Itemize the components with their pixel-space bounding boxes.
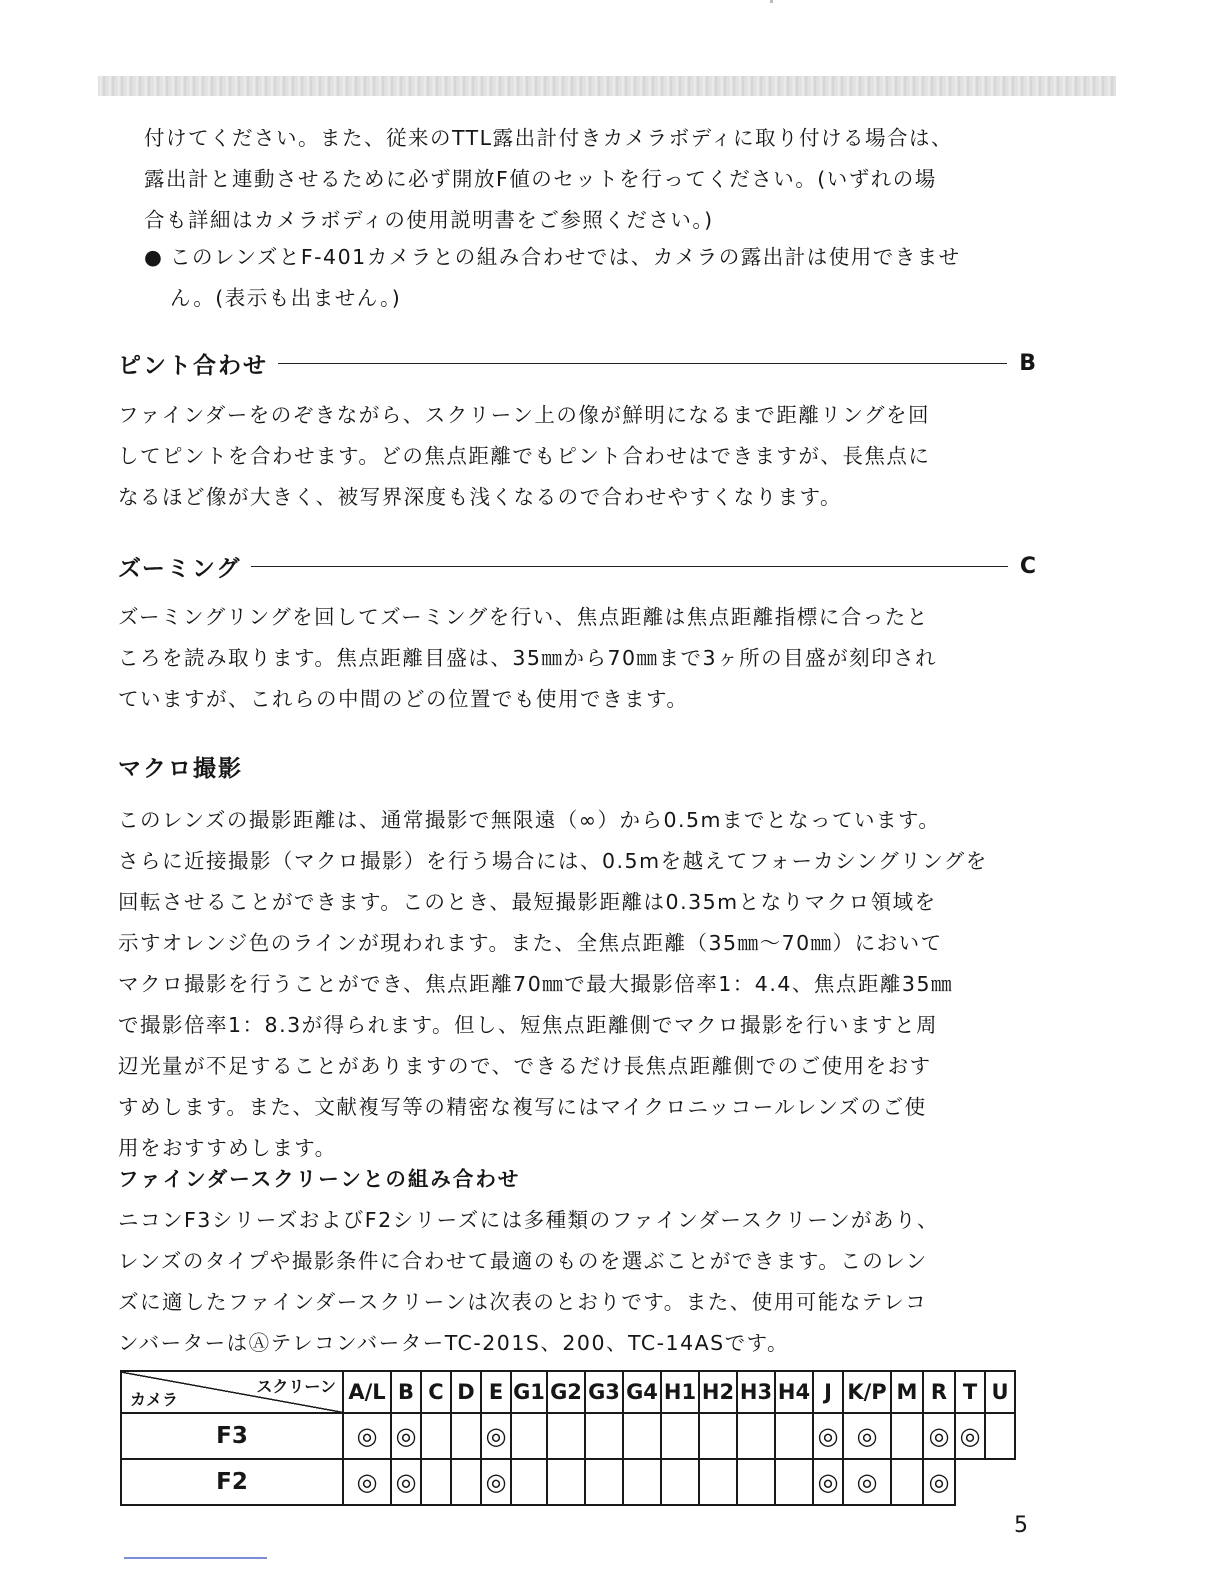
bullet-icon: ● [144,245,164,269]
macro-line: 辺光量が不足することがありますので、できるだけ長焦点距離側でのご使用をおす [118,1054,932,1078]
table-cell [923,1459,955,1505]
macro-paragraph [118,800,988,1169]
focus-heading: ピント合わせ [118,352,268,379]
corner-camera-label: カメラ [130,1390,179,1409]
zoom-heading-row [118,551,1036,581]
bullet-note-continuation: ん。(表示も出ません。) [170,286,402,310]
finder-paragraph [118,1200,939,1364]
compatible-mark-icon: ◎ [485,1468,507,1496]
corner-screen-label: スクリーン [256,1377,336,1396]
column-header-a-l: A/L [343,1371,391,1413]
table-cell [623,1413,661,1459]
table-cell [775,1413,813,1459]
table-cell [661,1459,699,1505]
table-cell [585,1413,623,1459]
table-cell [843,1459,891,1505]
macro-line: 用をおすすめします。 [118,1136,337,1160]
intro-line: 露出計と連動させるために必ず開放F値のセットを行ってください。(いずれの場 [144,167,937,191]
compatible-mark-icon: ◎ [356,1468,378,1496]
bullet-note [144,237,961,278]
table-cell [547,1459,585,1505]
bottom-mark [124,1557,267,1559]
table-cell [343,1413,391,1459]
camera-label: F3 [121,1413,343,1459]
table-cell [481,1459,511,1505]
column-header-u: U [985,1371,1015,1413]
column-header-r: R [923,1371,955,1413]
bullet-text: このレンズとF-401カメラとの組み合わせでは、カメラの露出計は使用できませ [170,245,961,269]
camera-label: F2 [121,1459,343,1505]
intro-line: 合も詳細はカメラボディの使用説明書をご参照ください。) [144,208,714,232]
focus-diagram-letter: B [1019,350,1036,376]
table-cell [699,1459,737,1505]
column-header-k-p: K/P [843,1371,891,1413]
zoom-paragraph [118,597,937,720]
finder-line: ンバーターはⒶテレコンバーターTC-201S、200、TC-14ASです。 [118,1331,790,1355]
column-header-j: J [813,1371,843,1413]
table-row [121,1413,1015,1459]
column-header-h3: H3 [737,1371,775,1413]
focus-line: してピントを合わせます。どの焦点距離でもピント合わせはできますが、長焦点に [118,444,931,468]
table-cell [451,1413,481,1459]
table-cell [511,1459,547,1505]
compatible-mark-icon: ◎ [928,1422,950,1450]
compatible-mark-icon: ◎ [395,1468,417,1496]
table-cell [737,1413,775,1459]
focus-heading-row [118,348,1036,378]
table-cell [699,1413,737,1459]
column-header-g1: G1 [511,1371,547,1413]
table-blank [985,1459,1015,1505]
column-header-h4: H4 [775,1371,813,1413]
heading-rule [278,363,1007,364]
table-row [121,1459,1015,1505]
macro-line: マクロ撮影を行うことができ、焦点距離70㎜で最大撮影倍率1：4.4、焦点距離35㎜ [118,972,953,996]
focus-line: ファインダーをのぞきながら、スクリーン上の像が鮮明になるまで距離リングを回 [118,403,930,427]
table-cell [843,1413,891,1459]
table-cell [481,1413,511,1459]
header-band [98,76,1116,96]
column-header-g3: G3 [585,1371,623,1413]
finder-line: ニコンF3シリーズおよびF2シリーズには多種類のファインダースクリーンがあり、 [118,1208,939,1232]
table-cell [451,1459,481,1505]
table-cell [813,1413,843,1459]
table-cell [421,1459,451,1505]
table-cell [511,1413,547,1459]
intro-paragraph [144,118,953,241]
macro-line: で撮影倍率1：8.3が得られます。但し、短焦点距離側でマクロ撮影を行いますと周 [118,1013,939,1037]
table-cell [923,1413,955,1459]
column-header-e: E [481,1371,511,1413]
table-cell [421,1413,451,1459]
compatible-mark-icon: ◎ [817,1422,839,1450]
macro-line: このレンズの撮影距離は、通常撮影で無限遠（∞）から0.5mまでとなっています。 [118,808,941,832]
macro-line: すめします。また、文献複写等の精密な複写にはマイクロニッコールレンズのご使 [118,1095,927,1119]
heading-rule [251,566,1007,567]
table-cell [737,1459,775,1505]
column-header-g2: G2 [547,1371,585,1413]
macro-heading: マクロ撮影 [118,756,243,782]
intro-line: 付けてください。また、従来のTTL露出計付きカメラボディに取り付ける場合は、 [144,126,953,150]
column-header-b: B [391,1371,421,1413]
table-corner-cell [121,1371,343,1413]
table-cell [585,1459,623,1505]
compatible-mark-icon: ◎ [928,1468,950,1496]
column-header-g4: G4 [623,1371,661,1413]
compatible-mark-icon: ◎ [817,1468,839,1496]
table-cell [955,1413,985,1459]
table-blank [955,1459,985,1505]
table-cell [391,1413,421,1459]
table-header-row [121,1371,1015,1413]
compatible-mark-icon: ◎ [856,1422,878,1450]
macro-line: さらに近接撮影（マクロ撮影）を行う場合には、0.5mを越えてフォーカシングリングを [118,849,988,873]
focus-line: なるほど像が大きく、被写界深度も浅くなるので合わせやすくなります。 [118,485,842,509]
compatible-mark-icon: ◎ [395,1422,417,1450]
table-cell [623,1459,661,1505]
zoom-line: ていますが、これらの中間のどの位置でも使用できます。 [118,687,689,711]
column-header-c: C [421,1371,451,1413]
zoom-line: ころを読み取ります。焦点距離目盛は、35㎜から70㎜まで3ヶ所の目盛が刻印され [118,646,938,670]
column-header-h1: H1 [661,1371,699,1413]
column-header-m: M [891,1371,923,1413]
zoom-line: ズーミングリングを回してズーミングを行い、焦点距離は焦点距離指標に合ったと [118,605,929,629]
table-cell [891,1459,923,1505]
finder-heading: ファインダースクリーンとの組み合わせ [118,1167,521,1191]
table-cell [391,1459,421,1505]
table-cell [343,1459,391,1505]
table-cell [661,1413,699,1459]
compatible-mark-icon: ◎ [485,1422,507,1450]
compatible-mark-icon: ◎ [959,1422,981,1450]
compatible-mark-icon: ◎ [356,1422,378,1450]
table-cell [891,1413,923,1459]
screen-compatibility-table [120,1370,1016,1506]
table-cell [985,1413,1015,1459]
scan-speck [770,0,773,3]
column-header-d: D [451,1371,481,1413]
macro-line: 示すオレンジ色のラインが現われます。また、全焦点距離（35㎜～70㎜）において [118,931,943,955]
zoom-diagram-letter: C [1019,553,1036,579]
column-header-t: T [955,1371,985,1413]
table-cell [775,1459,813,1505]
macro-line: 回転させることができます。このとき、最短撮影距離は0.35mとなりマクロ領域を [118,890,937,914]
focus-paragraph [118,395,930,518]
finder-line: レンズのタイプや撮影条件に合わせて最適のものを選ぶことができます。このレン [118,1249,928,1273]
table-cell [813,1459,843,1505]
page-number: 5 [1014,1513,1028,1538]
compatible-mark-icon: ◎ [856,1468,878,1496]
zoom-heading: ズーミング [118,555,242,582]
finder-line: ズに適したファインダースクリーンは次表のとおりです。また、使用可能なテレコ [118,1290,928,1314]
column-header-h2: H2 [699,1371,737,1413]
table-cell [547,1413,585,1459]
